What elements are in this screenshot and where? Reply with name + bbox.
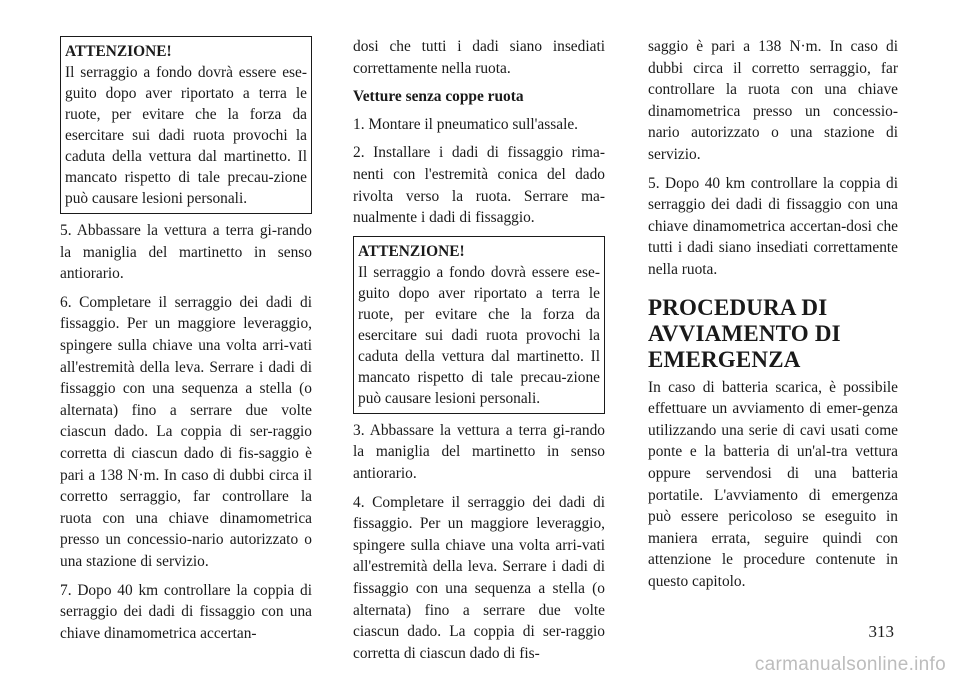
step-paragraph: 5. Dopo 40 km controllare la coppia di serraggio dei dadi di fissaggio con una chiave dinamometrica accertan-dosi che tutti i dadi siano insediati correttamente nella ruota. xyxy=(648,174,898,278)
step-paragraph: 6. Completare il serraggio dei dadi di fissaggio. Per un maggiore leveraggio, spingere sulla chiave una volta arri-vati all'estremità della leva. Serrare i dadi di fissaggio con una sequenza a stella (o alternata) fino a serrare due volte ciascun dado. La coppia di ser-raggio corretta di ciascun dado di fis-saggio è pari a 138 N·m. In caso di dubbi circa il corretto serraggio, far controllare la ruota con una chiave dinamometrica presso un concessio-nario autorizzato o una stazione di servizio. xyxy=(60,293,312,570)
warning-box xyxy=(353,236,605,414)
section-title xyxy=(648,295,898,373)
section-title-line: PROCEDURA DI xyxy=(648,294,828,320)
intro-paragraph: In caso di batteria scarica, è possibile effettuare un avviamento di emer-genza utilizzando una serie di cavi usati come ponte e la batteria di un'al-tra vettura oppure servendosi di una batteria portatile. L'avviamento di emergenza può essere pericoloso se eseguito in maniera errata, seguire quindi con attenzione le procedure contenute in questo capitolo. xyxy=(648,378,898,590)
warning-title: ATTENZIONE! xyxy=(65,43,172,60)
column-right xyxy=(648,36,898,599)
continuation-paragraph: saggio è pari a 138 N·m. In caso di dubbi circa il corretto serraggio, far controllare la ruota con una chiave dinamometrica presso un concessio-nario autorizzato o una stazione di servizio. xyxy=(648,38,898,163)
subheading: Vetture senza coppe ruota xyxy=(353,88,524,106)
warning-text: Il serraggio a fondo dovrà essere ese-guito dopo aver riportato a terra le ruote, per evitare che la forza da esercitare sui dadi ruota provochi la caduta della vettura dal martinetto. Il mancato rispetto di tale precau-zione può causare lesioni personali. xyxy=(358,263,600,407)
section-title-line: EMERGENZA xyxy=(648,346,801,372)
step-paragraph: 5. Abbassare la vettura a terra gi-rando la maniglia del martinetto in senso antiorario. xyxy=(60,222,312,283)
section-title-line: AVVIAMENTO DI xyxy=(648,320,841,346)
page-number: 313 xyxy=(868,622,894,641)
warning-box xyxy=(60,36,312,214)
step-paragraph: 1. Montare il pneumatico sull'assale. xyxy=(353,115,579,133)
step-paragraph: 3. Abbassare la vettura a terra gi-rando la maniglia del martinetto in senso antiorario. xyxy=(353,421,605,482)
watermark: carmanualsonline.info xyxy=(754,654,946,675)
column-middle xyxy=(353,36,605,671)
warning-title: ATTENZIONE! xyxy=(358,242,465,260)
step-paragraph: 7. Dopo 40 km controllare la coppia di serraggio dei dadi di fissaggio con una chiave dinamometrica accertan- xyxy=(60,581,312,642)
continuation-paragraph: dosi che tutti i dadi siano insediati correttamente nella ruota. xyxy=(353,38,605,77)
column-left xyxy=(60,36,312,651)
step-paragraph: 2. Installare i dadi di fissaggio rima-nenti con l'estremità conica del dado rivolta verso la ruota. Serrare ma-nualmente i dadi di fissaggio. xyxy=(353,144,605,227)
step-paragraph: 4. Completare il serraggio dei dadi di fissaggio. Per un maggiore leveraggio, spingere sulla chiave una volta arri-vati all'estremità della leva. Serrare i dadi di fissaggio con una sequenza a stella (o alternata) fino a serrare due volte ciascun dado. La coppia di ser-raggio corretta di ciascun dado di fis- xyxy=(353,493,605,662)
warning-text: Il serraggio a fondo dovrà essere ese-guito dopo aver riportato a terra le ruote, per evitare che la forza da esercitare sui dadi ruota provochi la caduta della vettura dal martinetto. Il mancato rispetto di tale precau-zione può causare lesioni personali. xyxy=(65,64,307,207)
